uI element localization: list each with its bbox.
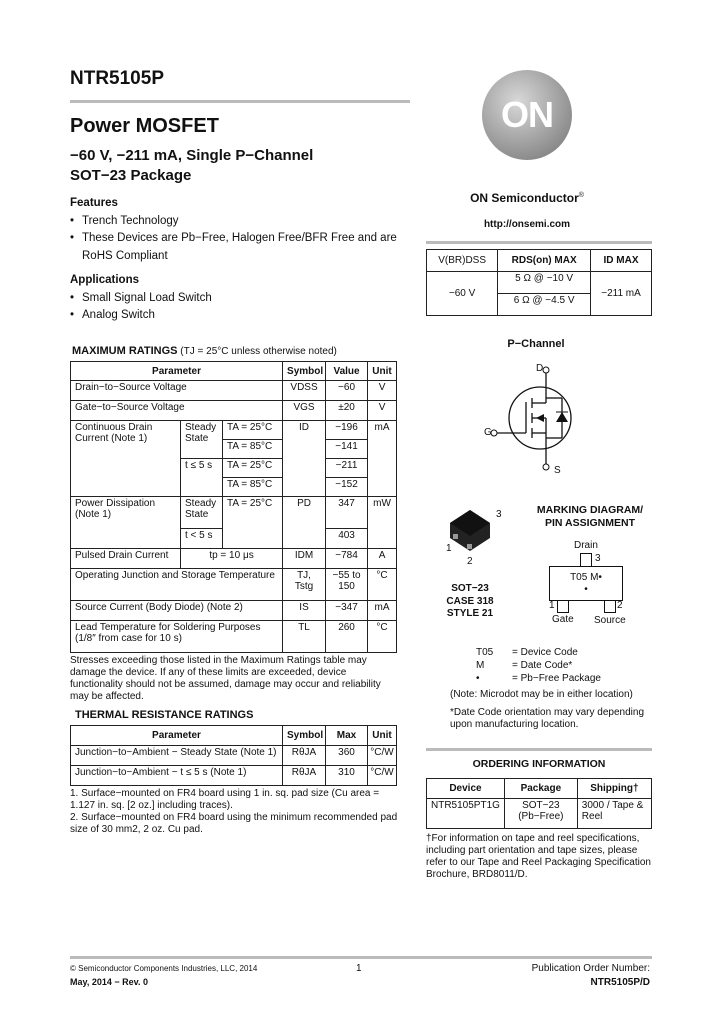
- symbol: IS: [283, 601, 326, 621]
- symbol: VGS: [283, 401, 326, 421]
- ordering-section: [426, 758, 652, 881]
- marking-legend-section: [450, 646, 650, 731]
- gate-pin-label: Gate: [552, 614, 574, 625]
- value: 360: [326, 746, 368, 766]
- table-row: [71, 401, 397, 421]
- ordering-cell: 3000 / Tape & Reel: [577, 799, 651, 829]
- table-row: [71, 497, 397, 529]
- marking-title-line: MARKING DIAGRAM/: [536, 504, 644, 516]
- value: 260: [326, 621, 368, 653]
- marking-legend: [450, 646, 650, 685]
- symbol: VDSS: [283, 381, 326, 401]
- table-row: [71, 549, 397, 569]
- feature-item: • Trench Technology: [70, 213, 410, 231]
- spec-header: RDS(on) MAX: [498, 250, 591, 272]
- symbol: TL: [283, 621, 326, 653]
- column-header: Max: [326, 726, 368, 746]
- gate-pin: [557, 600, 569, 613]
- source-pin-label: Source: [594, 615, 626, 626]
- subtitle-line: SOT−23 Package: [70, 167, 192, 184]
- spec-header: ID MAX: [591, 250, 652, 272]
- ordering-cell: SOT−23 (Pb−Free): [504, 799, 577, 829]
- unit: mW: [368, 497, 397, 549]
- unit: °C: [368, 621, 397, 653]
- revision-date: May, 2014 − Rev. 0: [70, 977, 148, 987]
- legend-value: = Device Code: [512, 647, 578, 658]
- marking-code: T05 M•: [570, 572, 602, 583]
- ordering-header: Package: [504, 779, 577, 799]
- copyright: © Semiconductor Components Industries, LLC, 2014: [70, 964, 258, 973]
- application-item: • Analog Switch: [70, 307, 410, 325]
- footnote: 1. Surface−mounted on FR4 board using 1 in. sq. pad size (Cu area = 1.127 in. sq. [2 oz.] including traces).: [70, 788, 380, 811]
- pin-label: 3: [496, 509, 502, 520]
- param: Pulsed Drain Current: [71, 549, 181, 569]
- value: −784: [326, 549, 368, 569]
- microdot: •: [584, 584, 588, 595]
- divider: [70, 100, 410, 103]
- pin-number: 1: [549, 600, 555, 611]
- marking-title-line: PIN ASSIGNMENT: [544, 517, 636, 529]
- symbol: TJ, Tstg: [283, 569, 326, 601]
- pin-label: 1: [446, 543, 452, 554]
- application-item: • Small Signal Load Switch: [70, 290, 410, 308]
- pchannel-title: P−Channel: [507, 338, 565, 350]
- symbol: IDM: [283, 549, 326, 569]
- unit: V: [368, 381, 397, 401]
- divider: [426, 748, 652, 751]
- value: −152: [326, 478, 368, 497]
- spec-value: 5 Ω @ −10 V: [498, 272, 591, 294]
- subtitle-line: −60 V, −211 mA, Single P−Channel: [70, 147, 314, 164]
- condition: TA = 85°C: [223, 478, 283, 497]
- param: Operating Junction and Storage Temperature: [71, 569, 283, 601]
- condition: Steady State: [181, 421, 223, 459]
- gate-label: G: [484, 427, 492, 438]
- condition: t ≤ 5 s: [181, 459, 223, 497]
- website-link[interactable]: http://onsemi.com: [483, 219, 571, 230]
- thermal-table: [70, 725, 397, 786]
- drain-label: D: [536, 363, 544, 374]
- legend-value: = Pb−Free Package: [512, 673, 601, 684]
- footnotes: [70, 788, 398, 836]
- spec-header: V(BR)DSS: [427, 250, 498, 272]
- marking-title: [520, 504, 660, 530]
- drain-pin: [580, 553, 592, 566]
- footer-divider: [70, 956, 652, 959]
- param: Junction−to−Ambient − Steady State (Note 1): [71, 746, 283, 766]
- unit: °C: [368, 569, 397, 601]
- value: −141: [326, 440, 368, 459]
- value: −60: [326, 381, 368, 401]
- table-row: [71, 421, 397, 440]
- ordering-note: †For information on tape and reel specifications, including part orientation and tape sizes, please refer to our Tape and Reel Packaging Specification Brochure, BRD8011/D.: [426, 833, 651, 880]
- table-row: [71, 621, 397, 653]
- marking-note: (Note: Microdot may be in either location): [450, 689, 633, 700]
- legend-key: M: [476, 660, 485, 671]
- column-header: Parameter: [71, 362, 283, 381]
- condition: TA = 25°C: [223, 497, 283, 529]
- unit: V: [368, 401, 397, 421]
- unit: mA: [368, 601, 397, 621]
- legend-key: T05: [476, 647, 494, 658]
- value: ±20: [326, 401, 368, 421]
- value: −211: [326, 459, 368, 478]
- condition: t < 5 s: [181, 529, 223, 549]
- spec-value: −60 V: [427, 272, 498, 316]
- marking-note: *Date Code orientation may vary depending upon manufacturing location.: [450, 707, 645, 730]
- unit: mA: [368, 421, 397, 497]
- ordering-cell: NTR5105PT1G: [427, 799, 505, 829]
- table-row: [71, 601, 397, 621]
- column-header: Symbol: [283, 362, 326, 381]
- symbol: RθJA: [283, 766, 326, 786]
- pin-number: 2: [617, 600, 623, 611]
- ordering-header: Shipping†: [577, 779, 651, 799]
- value: 347: [326, 497, 368, 529]
- value: −55 to 150: [326, 569, 368, 601]
- part-number: NTR5105P: [70, 68, 164, 89]
- pin-label: 2: [467, 556, 473, 567]
- pin-number: 3: [595, 553, 601, 564]
- column-header: Unit: [368, 362, 397, 381]
- column-header: Value: [326, 362, 368, 381]
- publication-number: NTR5105P/D: [590, 977, 650, 988]
- param: Lead Temperature for Soldering Purposes (1/8″ from case for 10 s): [71, 621, 283, 653]
- column-header: Symbol: [283, 726, 326, 746]
- ordering-header: Device: [427, 779, 505, 799]
- page-number: 1: [356, 963, 362, 974]
- table-row: [71, 569, 397, 601]
- param: Continuous Drain Current (Note 1): [71, 421, 181, 497]
- condition: TA = 25°C: [223, 421, 283, 440]
- logo-text: ON: [501, 94, 553, 135]
- value: −196: [326, 421, 368, 440]
- source-label: S: [554, 465, 561, 476]
- package-info: [430, 583, 510, 621]
- drain-pin-label: Drain: [574, 540, 598, 551]
- registered-mark: ®: [578, 192, 584, 199]
- package-case: CASE 318: [446, 595, 494, 607]
- legend-value: = Date Code*: [512, 660, 573, 671]
- value: 310: [326, 766, 368, 786]
- footnote: 2. Surface−mounted on FR4 board using the minimum recommended pad size of 30 mm2, 2 oz. Cu pad.: [70, 812, 398, 835]
- legend-key: •: [476, 673, 480, 684]
- condition: tp = 10 μs: [181, 549, 283, 569]
- spec-value: 6 Ω @ −4.5 V: [498, 294, 591, 316]
- param: Source Current (Body Diode) (Note 2): [71, 601, 283, 621]
- param: Gate−to−Source Voltage: [71, 401, 283, 421]
- spec-value: −211 mA: [591, 272, 652, 316]
- marking-body: [549, 566, 623, 601]
- package-name: SOT−23: [451, 583, 489, 594]
- max-ratings-table: [70, 361, 397, 653]
- param: Junction−to−Ambient − t ≤ 5 s (Note 1): [71, 766, 283, 786]
- value: −347: [326, 601, 368, 621]
- symbol: RθJA: [283, 746, 326, 766]
- param: Power Dissipation (Note 1): [71, 497, 181, 549]
- condition: TA = 85°C: [223, 440, 283, 459]
- condition: TA = 25°C: [223, 459, 283, 478]
- unit: A: [368, 549, 397, 569]
- column-header: Unit: [368, 726, 397, 746]
- package-style: STYLE 21: [446, 608, 494, 619]
- param: Drain−to−Source Voltage: [71, 381, 283, 401]
- subtitle: [70, 146, 313, 186]
- table-row: [71, 746, 397, 766]
- feature-item: • These Devices are Pb−Free, Halogen Free/BFR Free and are RoHS Compliant: [70, 230, 410, 265]
- ordering-table: [426, 778, 652, 829]
- features-heading: Features: [70, 197, 118, 209]
- mosfet-symbol-icon: [478, 360, 598, 478]
- max-ratings-title: MAXIMUM RATINGS: [72, 345, 178, 357]
- ordering-title: ORDERING INFORMATION: [472, 758, 606, 770]
- condition: Steady State: [181, 497, 223, 529]
- divider: [426, 241, 652, 244]
- brand-name: [427, 191, 627, 205]
- publication-label: Publication Order Number:: [531, 963, 650, 974]
- max-ratings-heading: [70, 345, 398, 358]
- value: 403: [326, 529, 368, 549]
- unit: °C/W: [368, 766, 397, 786]
- unit: °C/W: [368, 746, 397, 766]
- symbol: PD: [283, 497, 326, 549]
- features-section: [70, 195, 410, 325]
- on-logo: [482, 70, 572, 160]
- source-pin: [604, 600, 616, 613]
- ratings-section: [70, 345, 398, 836]
- applications-heading: Applications: [70, 274, 140, 286]
- spec-table: [426, 249, 652, 316]
- thermal-title: THERMAL RESISTANCE RATINGS: [75, 709, 254, 721]
- table-row: [71, 381, 397, 401]
- stress-note: Stresses exceeding those listed in the Maximum Ratings table may damage the device. If any of these limits are exceeded, device functionality should not be assumed, damage may occur and reliability may be affected.: [70, 655, 381, 702]
- max-ratings-condition: (TJ = 25°C unless otherwise noted): [180, 346, 337, 357]
- symbol: ID: [283, 421, 326, 497]
- page-title: Power MOSFET: [70, 115, 219, 137]
- column-header: Parameter: [71, 726, 283, 746]
- table-row: [71, 766, 397, 786]
- brand-name-text: ON Semiconductor: [470, 191, 579, 205]
